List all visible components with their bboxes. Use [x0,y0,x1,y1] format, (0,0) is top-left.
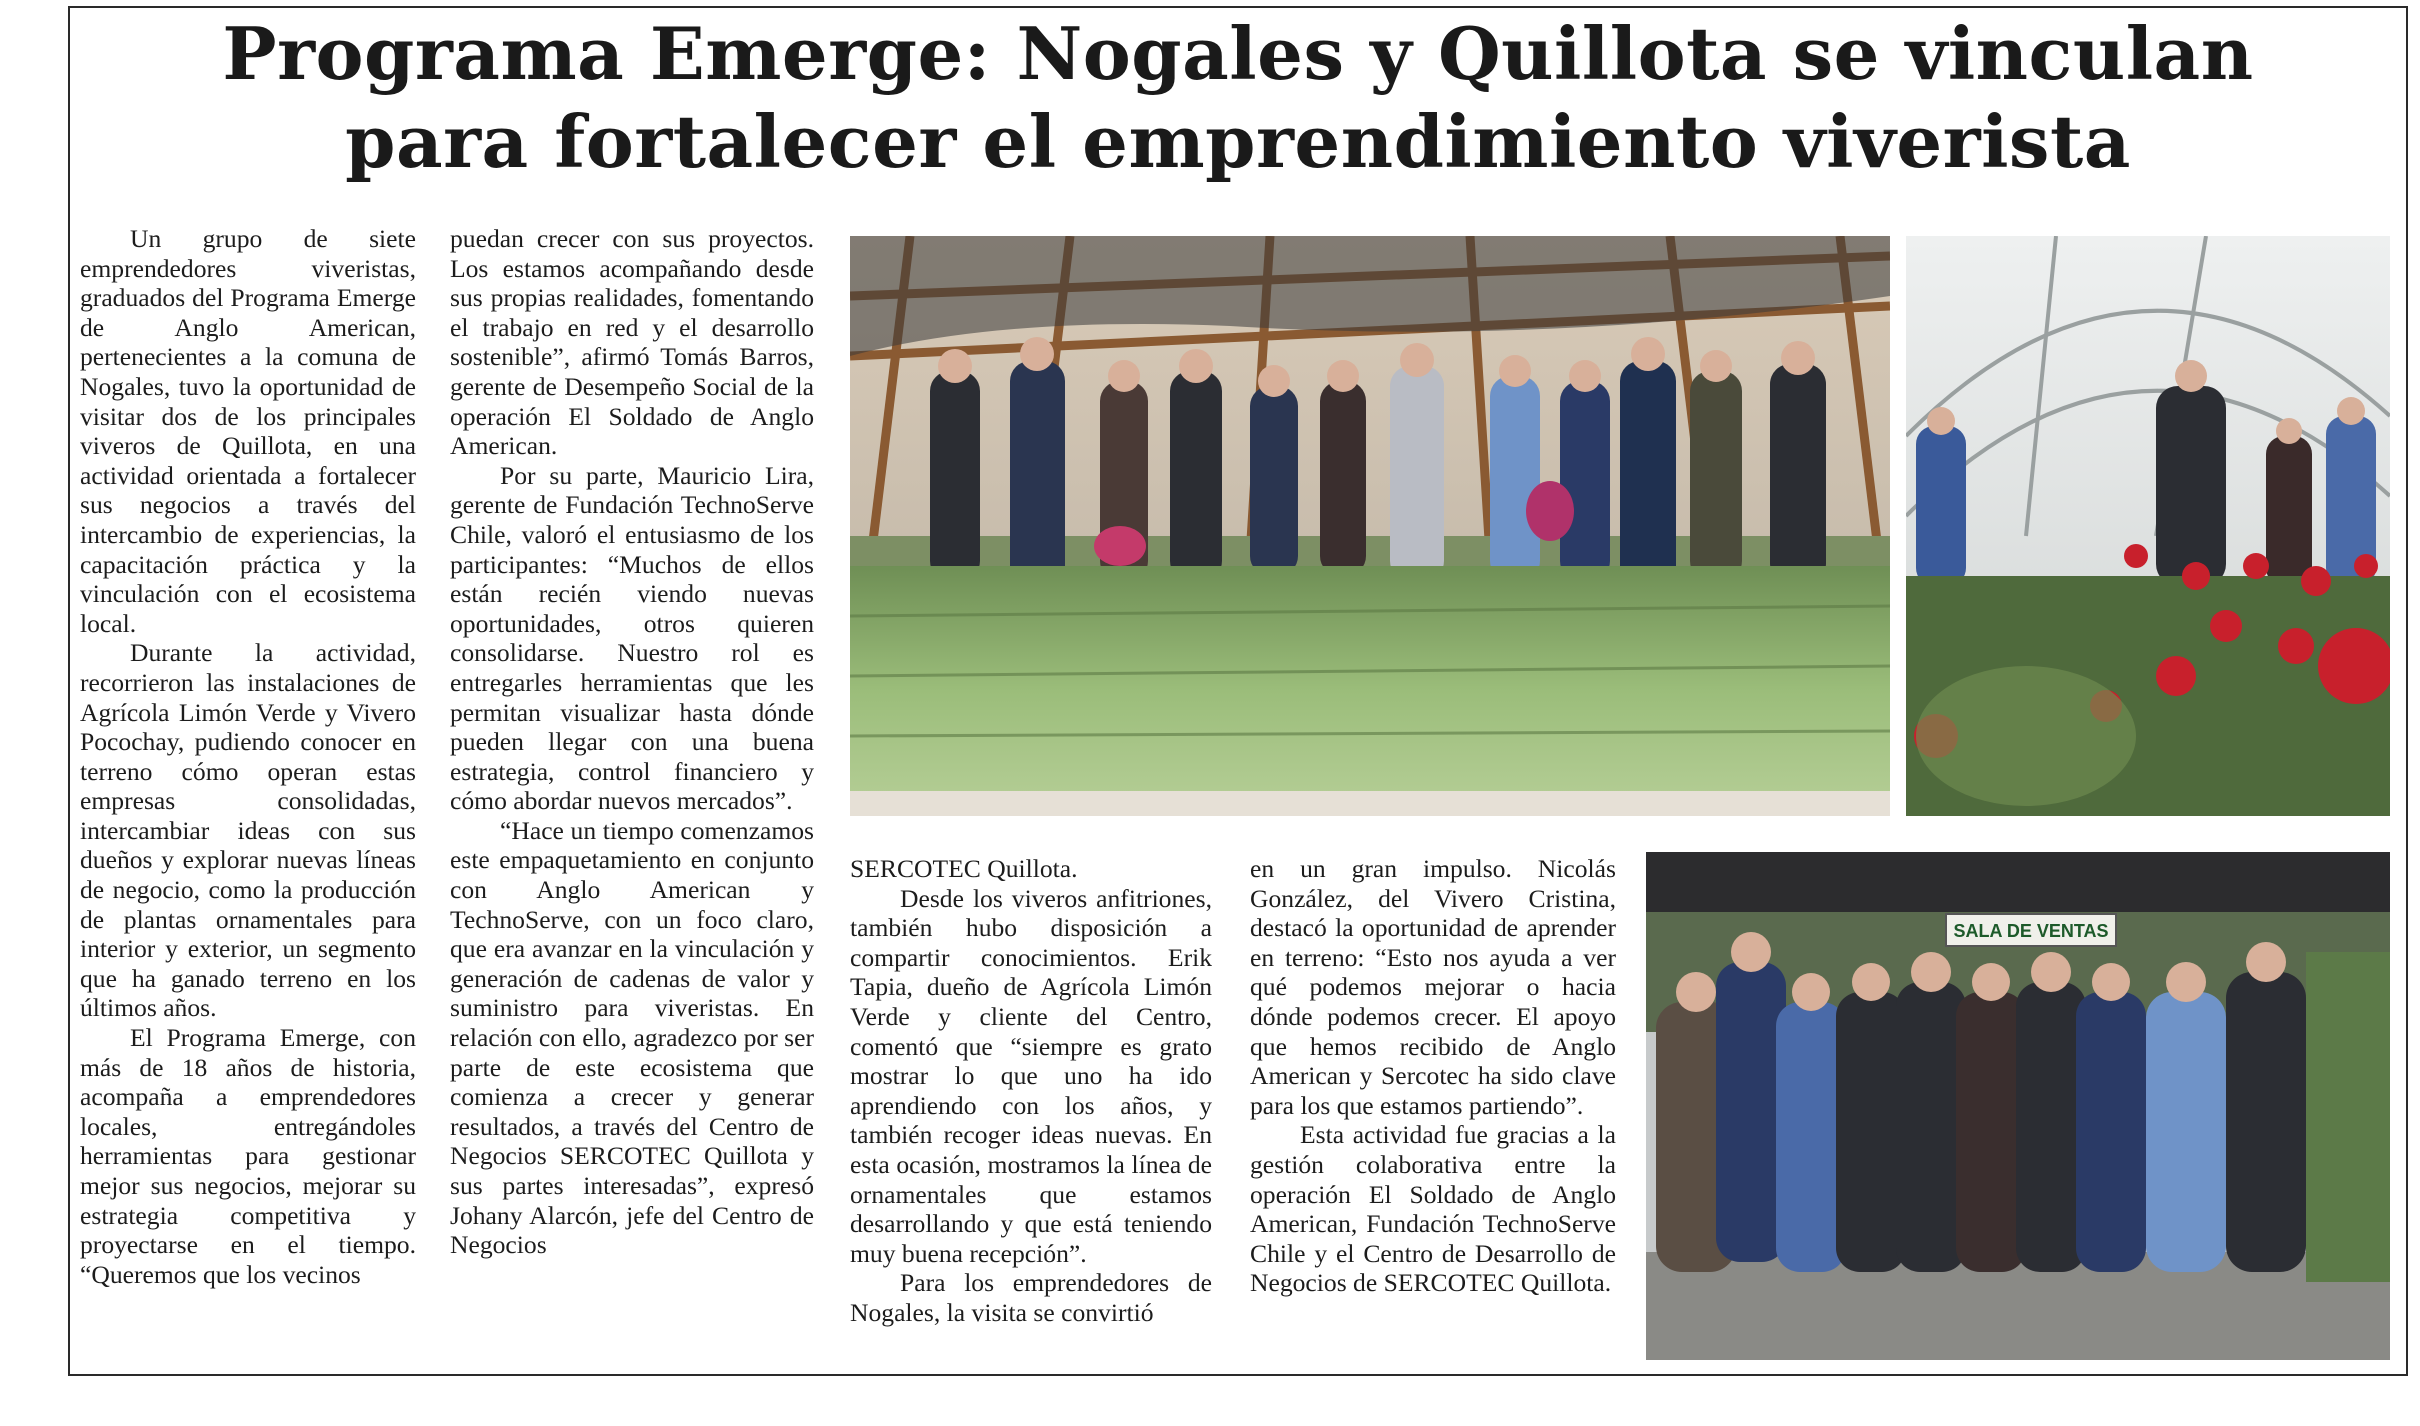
paragraph: “Hace un tiempo comenzamos este empaquetamiento en conjunto con Anglo American y TechnoServe, con un foco claro, que era avanzar en la vinculación y generación de cadenas de valor y suministro para viveristas. En relación con ello, agradezco por ser parte de este ecosistema que comienza a crecer y generar resultados, a través del Centro de Negocios SERCOTEC Quillota y sus partes interesadas”, expresó Johany Alarcón, jefe del Centro de Negocios [450,815,814,1260]
paragraph: SERCOTEC Quillota. [850,854,1078,883]
paragraph: Por su parte, Mauricio Lira, gerente de Fundación TechnoServe Chile, valoró el entusiasmo de los participantes: “Muchos de ellos están recién viendo nuevas oportunidades, otros quieren consolidarse. Nuestro rol es entregarles herramientas que les permitan visualizar hasta dónde pueden llegar con una buena estrategia, control financiero y cómo abordar nuevos mercados”. [450,460,814,816]
paragraph: Desde los viveros anfitriones, también hubo disposición a compartir conocimientos. Erik Tapia, dueño de Agrícola Limón Verde y cliente del Centro, comentó que “siempre es grato mostrar lo que uno ha ido aprendiendo con los años, y también recoger ideas nuevas. En esta ocasión, mostramos la línea de ornamentales que estamos desarrollando y que está teniendo muy buena recepción”. [850,883,1212,1268]
paragraph: Esta actividad fue gracias a la gestión colaborativa entre la operación El Soldado de Anglo American, Fundación TechnoServe Chile y el Centro de Desarrollo de Negocios de SERCOTEC Quillota. [1250,1120,1616,1298]
paragraph: Un grupo de siete emprendedores viveristas, graduados del Programa Emerge de Anglo American, pertenecientes a la comuna de Nogales, tuvo la oportunidad de visitar dos de los principales viveros de Quillota, en una actividad orientada a fortalecer sus negocios a través del intercambio de experiencias, la capacitación práctica y la vinculación con el ecosistema local. [80,224,416,638]
photo-greenhouse-seedlings [850,236,1890,816]
paragraph: en un gran impulso. Nicolás González, del Vivero Cristina, destacó la oportunidad de aprender en terreno: “Esto nos ayuda a ver qué podemos mejorar o hacia dónde podemos crecer. El apoyo que hemos recibido de Anglo American y Sercotec ha sido clave para los que estamos partiendo”. [1250,854,1616,1120]
article-headline [68,10,2408,186]
paragraph: Durante la actividad, recorrieron las instalaciones de Agrícola Limón Verde y Vivero Pocochay, pudiendo conocer en terreno cómo operan estas empresas consolidadas, intercambiar ideas con sus dueños y explorar nuevas líneas de negocio, como la producción de plantas ornamentales para interior y exterior, un segmento que ha ganado terreno en los últimos años. [80,638,416,1023]
article-column-4 [1250,854,1616,1372]
article-column-2 [450,224,814,1372]
article-column-1 [80,224,416,1372]
article-column-3 [850,854,1212,1372]
headline-line-2: para fortalecer el emprendimiento viverista [345,99,2131,184]
paragraph: Para los emprendedores de Nogales, la visita se convirtió [850,1268,1212,1327]
sala-de-ventas-sign: SALA DE VENTAS [1953,921,2109,941]
photo-group [1646,852,2390,1360]
headline-line-1: Programa Emerge: Nogales y Quillota se vinculan [222,11,2254,96]
paragraph: puedan crecer con sus proyectos. Los estamos acompañando desde sus propias realidades, fomentando el trabajo en red y el desarrollo sostenible”, afirmó Tomás Barros, gerente de Desempeño Social de la operación El Soldado de Anglo American. [450,224,814,461]
photo-rose-greenhouse [1906,236,2390,816]
paragraph: El Programa Emerge, con más de 18 años de historia, acompaña a emprendedores locales, entregándoles herramientas para gestionar mejor sus negocios, mejorar su estrategia competitiva y proyectarse en el tiempo. “Queremos que los vecinos [80,1023,416,1289]
